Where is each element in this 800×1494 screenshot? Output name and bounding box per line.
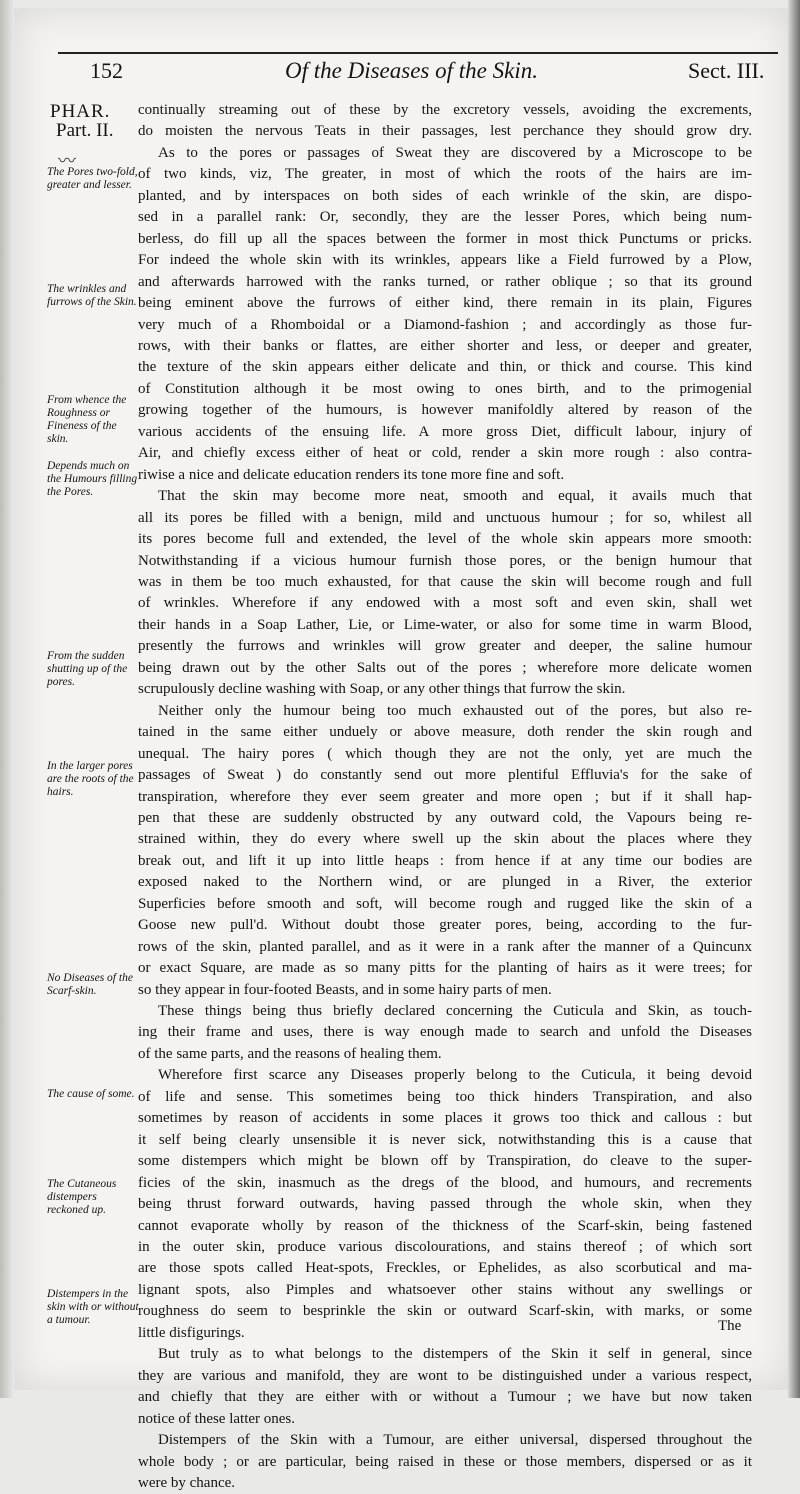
text-line: But truly as to what belongs to the distempers of the Skin it self in general, since: [158, 1346, 752, 1363]
body-text: [138, 100, 752, 1494]
catchword: The: [718, 1318, 742, 1334]
text-line: all its pores be filled with a benign, mild and unctuous humour ; for so, whilest all: [138, 509, 752, 526]
text-line: little disfigurings.: [138, 1324, 245, 1341]
margin-note: The wrinkles and furrows of the Skin.: [47, 283, 137, 308]
text-line: That the skin may become more neat, smooth and equal, it avails much that: [158, 488, 752, 505]
running-title: Of the Diseases of the Skin.: [285, 58, 538, 83]
margin-note: The Pores two-fold, greater and lesser.: [47, 166, 138, 191]
margin-note: The Cutaneous distempers reckoned up.: [47, 1178, 117, 1216]
text-line: exposed naked to the Northern wind, or are plunged in a River, the exterior: [138, 874, 752, 891]
text-line: Goose new pull'd. Without doubt those greater pores, being, according to the fur-: [138, 917, 752, 934]
text-line: planted, and by interspaces on both sides of each wrinkle of the skin, are dispo-: [138, 187, 752, 204]
text-line: being drawn out by the other Salts out of the pores ; wherefore more delicate women: [138, 659, 752, 676]
text-line: sometimes by reason of accidents in some places it grows too thick and callous : but: [138, 1110, 752, 1127]
text-line: of the same parts, and the reasons of healing them.: [138, 1045, 442, 1062]
text-line: in the outer skin, produce various discolourations, and stains thereof ; of which sort: [138, 1239, 752, 1256]
text-line: presently the furrows and wrinkles will grow greater and deeper, the saline humour: [138, 638, 752, 655]
page-fore-edge: [788, 0, 800, 1398]
text-line: were by chance.: [138, 1475, 236, 1491]
text-line: it self being clearly unsensible it is never sick, notwithstanding this is a cause that: [138, 1131, 752, 1148]
text-line: Neither only the humour being too much exhausted out of the pores, but also re-: [158, 702, 752, 719]
text-line: rows of the skin, planted parallel, and as it were in a rank after the manner of a Quincunx: [138, 938, 752, 955]
text-line: ficies of the skin, inasmuch as the dregs of the blood, and humours, and recrements: [138, 1174, 752, 1191]
text-line: being thrust forward outwards, having passed through the whole skin, when they: [138, 1196, 752, 1213]
text-line: whole body ; or are particular, being raised in these or those members, dispersed or as it: [138, 1453, 752, 1470]
text-line: or exact Square, are made as so many pitts for the planting of hairs as it were trees; for: [138, 960, 752, 977]
text-line: growing together of the humours, is however manifoldly altered by reason of the: [138, 402, 752, 419]
text-line: cannot evaporate wholly by reason of the thickness of the Scarf-skin, being fastened: [138, 1217, 752, 1234]
text-line: ing their frame and uses, there is way enough made to search and unfold the Diseases: [138, 1024, 752, 1041]
text-line: rows, with their banks or flattes, are either shorter and less, or deeper and greater,: [138, 337, 752, 354]
text-line: of two kinds, viz, The greater, in most of which the roots of the hairs are im-: [138, 166, 752, 183]
text-line: Notwithstanding if a vicious humour furnish those pores, or the benign humour that: [138, 552, 752, 569]
text-line: Air, and chiefly excess either of heat or cold, render a skin more rough : also contra-: [138, 445, 752, 462]
text-line: was in them be too much exhausted, for that cause the skin will become rough and full: [138, 573, 752, 590]
ornament-icon: 〰: [58, 151, 76, 171]
text-line: tained in the same either unduely or above measure, doth render the skin rough and: [138, 724, 752, 741]
text-line: are those spots called Heat-spots, Freckles, or Ephelides, as also scorbutical and ma-: [138, 1260, 752, 1277]
text-line: break out, and lift it up into little heaps : from hence if at any time our bodies are: [138, 852, 752, 869]
text-line: of life and sense. This sometimes being too thick hinders Transpiration, and also: [138, 1088, 752, 1105]
text-line: unequal. The hairy pores ( which though they are not the only, yet are much the: [138, 745, 752, 762]
text-line: some distempers which might be blown off by Transpiration, do cleave to the super-: [138, 1153, 752, 1170]
text-line: Wherefore first scarce any Diseases properly belong to the Cuticula, it being devoid: [158, 1067, 752, 1084]
text-line: and afterwards harrowed with the ranks turned, or rather oblique ; so that its ground: [138, 273, 752, 290]
text-line: berless, do fill up all the spaces between the former in most thick Punctums or pricks.: [138, 230, 752, 247]
text-line: their hands in a Soap Lather, Lie, or Lime-water, or also for some time in warm Blood,: [138, 616, 752, 633]
text-line: As to the pores or passages of Sweat they are discovered by a Microscope to be: [158, 144, 752, 161]
section-label: Sect. III.: [688, 58, 765, 83]
text-line: various accidents of the ensuing life. A more gross Diet, difficult labour, injury of: [138, 423, 752, 440]
text-line: riwise a nice and delicate education renders its tone more fine and soft.: [138, 466, 565, 483]
text-line: the texture of the skin appears either delicate and thin, or thick and course. This kind: [138, 359, 752, 376]
text-line: Superficies before smooth and soft, will become rough and rugged like the skin of a: [138, 895, 752, 912]
text-line: do moisten the nervous Teats in their passages, lest perchance they should grow dry.: [138, 123, 752, 140]
text-line: lignant spots, also Pimples and whatsoever other stains without any swellings or: [138, 1281, 752, 1298]
text-line: These things being thus briefly declared concerning the Cuticula and Skin, as touch-: [158, 1003, 752, 1020]
text-line: scrupulously decline washing with Soap, or any other things that furrow the skin.: [138, 681, 626, 698]
text-line: so they appear in four-footed Beasts, and in some hairy parts of men.: [138, 981, 552, 998]
text-line: very much of a Rhomboidal or a Diamond-fashion ; and accordingly as those fur-: [138, 316, 752, 333]
text-line: roughness do seem to besprinkle the skin or outward Scarf-skin, with marks, or some: [138, 1303, 752, 1320]
text-line: of Constitution although it be most owing to ones birth, and to the primogenial: [138, 380, 752, 397]
side-heading-phar: PHAR.: [50, 101, 111, 122]
margin-note: Depends much on the Humours filling the Pores.: [47, 460, 138, 498]
text-line: strained within, they do every where swell up the skin about the places where they: [138, 831, 752, 848]
text-line: and chiefly that they are either with or without a Tumour ; we have but now taken: [138, 1389, 752, 1406]
page-number: 152: [90, 58, 123, 83]
text-line: being eminent above the furrows of either kind, there remain in its plain, Figures: [138, 295, 752, 312]
margin-note: No Diseases of the Scarf-skin.: [47, 972, 133, 997]
margin-note: From the sudden shutting up of the pores.: [47, 650, 128, 688]
text-line: transpiration, wherefore they ever seem greater and more open ; but if it shall hap-: [138, 788, 752, 805]
margin-note: The cause of some.: [47, 1088, 135, 1100]
side-heading-part: Part. II.: [56, 120, 114, 141]
text-line: Distempers of the Skin with a Tumour, are either universal, dispersed throughout the: [158, 1432, 752, 1449]
text-line: continually streaming out of these by the excretory vessels, avoiding the excrements,: [138, 102, 752, 118]
text-line: pen that these are suddenly obstructed by any outward cold, the Vapours being re-: [138, 809, 752, 826]
text-line: sed in a parallel rank: Or, secondly, they are the lesser Pores, which being num-: [138, 209, 752, 226]
margin-note: From whence the Roughness or Fineness of the skin.: [47, 394, 127, 445]
text-line: they are various and manifold, they are wont to be distinguished under a various respect,: [138, 1367, 752, 1384]
text-line: For indeed the whole skin with its wrinkles, appears like a Field furrowed by a Plow,: [138, 252, 752, 269]
text-line: passages of Sweat ) do constantly send out more plentiful Effluvia's for the sake of: [138, 767, 752, 784]
margin-note: In the larger pores are the roots of the hairs.: [47, 760, 134, 798]
book-gutter-edge: [0, 0, 14, 1398]
text-line: notice of these latter ones.: [138, 1410, 296, 1427]
margin-note: Distempers in the skin with or without a tumour.: [47, 1288, 139, 1326]
text-line: its pores become full and extended, the level of the whole skin appears more smooth:: [138, 531, 752, 548]
header-rule: [58, 52, 778, 54]
text-line: of wrinkles. Wherefore if any endowed with a most soft and even skin, shall wet: [138, 595, 752, 612]
